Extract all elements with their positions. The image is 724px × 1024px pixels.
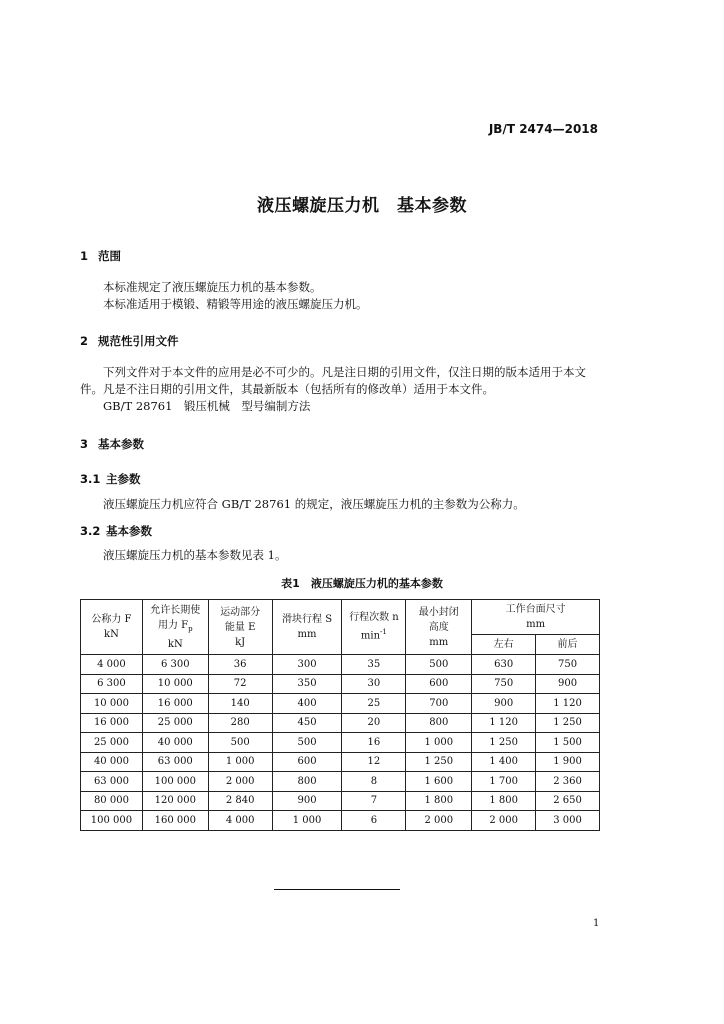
table-row bbox=[81, 713, 600, 733]
header-nominal-force: 公称力 F kN bbox=[81, 600, 143, 655]
basic-parameter-paragraph bbox=[80, 547, 600, 564]
table-row bbox=[81, 694, 600, 714]
header-front-back: 前后 bbox=[536, 635, 600, 655]
table-cell: 1 800 bbox=[472, 791, 536, 811]
header-left-right: 左右 bbox=[472, 635, 536, 655]
table-cell: 500 bbox=[406, 655, 472, 675]
scope-line-1: 本标准规定了液压螺旋压力机的基本参数。 bbox=[103, 280, 322, 294]
table-cell: 1 000 bbox=[208, 752, 272, 772]
table-cell: 6 300 bbox=[81, 674, 143, 694]
table-cell: 7 bbox=[342, 791, 406, 811]
table-cell: 4 000 bbox=[81, 655, 143, 675]
header-table-size: 工作台面尺寸 mm bbox=[472, 600, 600, 635]
table-cell: 20 bbox=[342, 713, 406, 733]
table-cell: 630 bbox=[472, 655, 536, 675]
table-cell: 4 000 bbox=[208, 811, 272, 831]
section-heading-3-1 bbox=[80, 471, 141, 487]
table-caption: 表1 液压螺旋压力机的基本参数 bbox=[281, 577, 443, 590]
table-cell: 6 bbox=[342, 811, 406, 831]
table-row bbox=[81, 655, 600, 675]
table-cell: 40 000 bbox=[81, 752, 143, 772]
table-cell: 25 000 bbox=[142, 713, 208, 733]
section-number: 3.1 bbox=[80, 472, 101, 486]
table-cell: 450 bbox=[272, 713, 342, 733]
table-cell: 72 bbox=[208, 674, 272, 694]
table-cell: 140 bbox=[208, 694, 272, 714]
table-cell: 160 000 bbox=[142, 811, 208, 831]
table-cell: 63 000 bbox=[81, 772, 143, 792]
footer-rule bbox=[274, 889, 400, 890]
section-number: 3.2 bbox=[80, 524, 101, 538]
table-cell: 2 650 bbox=[536, 791, 600, 811]
section-number: 1 bbox=[80, 249, 89, 263]
table-cell: 900 bbox=[472, 694, 536, 714]
table-cell: 500 bbox=[208, 733, 272, 753]
table-cell: 1 500 bbox=[536, 733, 600, 753]
parameters-table bbox=[80, 599, 600, 831]
header-strokes-per-min: 行程次数 n $\min^{-1}$ bbox=[342, 600, 406, 655]
section-title: 主参数 bbox=[106, 472, 141, 486]
table-cell: 350 bbox=[272, 674, 342, 694]
standard-number: JB/T 2474—2018 bbox=[488, 122, 598, 136]
header-min-shut-height: 最小封闭 高度 mm bbox=[406, 600, 472, 655]
main-parameter-text: 液压螺旋压力机应符合 GB/T 28761 的规定，液压螺旋压力机的主参数为公称力。 bbox=[103, 497, 525, 511]
table-cell: 2 840 bbox=[208, 791, 272, 811]
table-cell: 1 120 bbox=[472, 713, 536, 733]
table-row bbox=[81, 811, 600, 831]
references-item: GB/T 28761 锻压机械 型号编制方法 bbox=[103, 399, 311, 413]
table-cell: 10 000 bbox=[142, 674, 208, 694]
table-cell: 700 bbox=[406, 694, 472, 714]
table-cell: 10 000 bbox=[81, 694, 143, 714]
table-cell: 1 250 bbox=[406, 752, 472, 772]
table-cell: 1 000 bbox=[406, 733, 472, 753]
table-cell: 300 bbox=[272, 655, 342, 675]
section-title: 规范性引用文件 bbox=[98, 334, 179, 348]
table-cell: 3 000 bbox=[536, 811, 600, 831]
table-cell: 2 360 bbox=[536, 772, 600, 792]
table-cell: 280 bbox=[208, 713, 272, 733]
section-heading-2 bbox=[80, 333, 179, 349]
table-cell: 36 bbox=[208, 655, 272, 675]
section-title: 范围 bbox=[98, 249, 121, 263]
section-number: 2 bbox=[80, 334, 89, 348]
table-cell: 900 bbox=[536, 674, 600, 694]
table-cell: 6 300 bbox=[142, 655, 208, 675]
basic-parameter-text: 液压螺旋压力机的基本参数见表 1。 bbox=[103, 548, 287, 562]
page-number: 1 bbox=[593, 918, 600, 929]
table-cell: 1 400 bbox=[472, 752, 536, 772]
table-cell: 16 000 bbox=[81, 713, 143, 733]
section-heading-1 bbox=[80, 248, 121, 264]
scope-line-2: 本标准适用于模锻、精锻等用途的液压螺旋压力机。 bbox=[103, 297, 368, 311]
section-number: 3 bbox=[80, 437, 89, 451]
table-cell: 2 000 bbox=[472, 811, 536, 831]
header-energy: 运动部分 能量 E kJ bbox=[208, 600, 272, 655]
table-cell: 30 bbox=[342, 674, 406, 694]
header-stroke: 滑块行程 S mm bbox=[272, 600, 342, 655]
table-cell: 1 700 bbox=[472, 772, 536, 792]
table-cell: 2 000 bbox=[406, 811, 472, 831]
scope-paragraph bbox=[80, 279, 600, 313]
table-row bbox=[81, 772, 600, 792]
table-cell: 750 bbox=[472, 674, 536, 694]
table-cell: 8 bbox=[342, 772, 406, 792]
references-paragraph bbox=[80, 364, 600, 415]
main-parameter-paragraph bbox=[80, 496, 600, 513]
table-cell: 600 bbox=[272, 752, 342, 772]
table-cell: 12 bbox=[342, 752, 406, 772]
table-cell: 63 000 bbox=[142, 752, 208, 772]
table-cell: 25 bbox=[342, 694, 406, 714]
table-cell: 16 000 bbox=[142, 694, 208, 714]
table-row bbox=[81, 733, 600, 753]
table-cell: 1 000 bbox=[272, 811, 342, 831]
table-cell: 1 250 bbox=[536, 713, 600, 733]
table-cell: 1 250 bbox=[472, 733, 536, 753]
section-heading-3 bbox=[80, 436, 144, 452]
table-cell: 40 000 bbox=[142, 733, 208, 753]
section-heading-3-2 bbox=[80, 523, 152, 539]
document-title: 液压螺旋压力机 基本参数 bbox=[257, 196, 467, 216]
header-allowed-force: 允许长期使 用力 $F_p$ kN bbox=[142, 600, 208, 655]
table-cell: 80 000 bbox=[81, 791, 143, 811]
table-cell: 900 bbox=[272, 791, 342, 811]
table-cell: 800 bbox=[272, 772, 342, 792]
section-title: 基本参数 bbox=[106, 524, 152, 538]
table-cell: 1 120 bbox=[536, 694, 600, 714]
table-cell: 100 000 bbox=[142, 772, 208, 792]
table-cell: 750 bbox=[536, 655, 600, 675]
table-row bbox=[81, 791, 600, 811]
table-row bbox=[81, 752, 600, 772]
references-line-2: 件。凡是不注日期的引用文件，其最新版本（包括所有的修改单）适用于本文件。 bbox=[80, 382, 494, 396]
table-cell: 1 600 bbox=[406, 772, 472, 792]
table-cell: 800 bbox=[406, 713, 472, 733]
table-cell: 600 bbox=[406, 674, 472, 694]
table-cell: 120 000 bbox=[142, 791, 208, 811]
table-cell: 500 bbox=[272, 733, 342, 753]
table-cell: 16 bbox=[342, 733, 406, 753]
table-cell: 2 000 bbox=[208, 772, 272, 792]
references-line-1: 下列文件对于本文件的应用是必不可少的。凡是注日期的引用文件，仅注日期的版本适用于本文 bbox=[103, 365, 586, 379]
table-cell: 35 bbox=[342, 655, 406, 675]
section-title: 基本参数 bbox=[98, 437, 144, 451]
table-cell: 400 bbox=[272, 694, 342, 714]
table-cell: 1 900 bbox=[536, 752, 600, 772]
table-cell: 25 000 bbox=[81, 733, 143, 753]
table-row bbox=[81, 674, 600, 694]
table-cell: 1 800 bbox=[406, 791, 472, 811]
table-cell: 100 000 bbox=[81, 811, 143, 831]
